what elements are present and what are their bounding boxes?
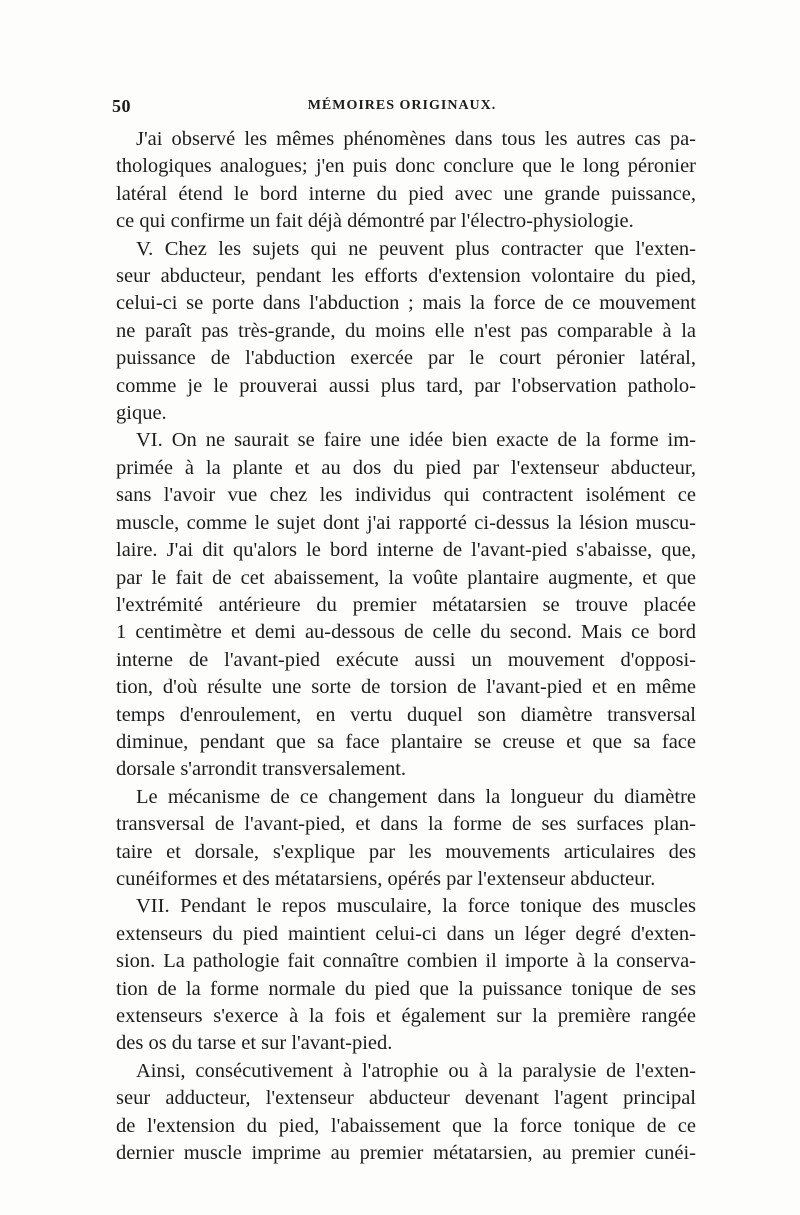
text-line: extenseurs s'exerce à la fois et également sur la première rangée [116, 1005, 696, 1027]
text-line: transversal de l'avant-pied, et dans la forme de ses surfaces plan- [116, 813, 696, 836]
text-line: puissance de l'abduction exercée par le court péronier latéral, [116, 347, 696, 370]
text-line: latéral étend le bord interne du pied avec une grande puissance, [116, 182, 696, 205]
text-line: des os du tarse et sur l'avant-pied. [116, 1032, 393, 1055]
text-line: thologiques analogues; j'en puis donc conclure que le long péronier [116, 155, 696, 178]
text-line: tion de la forme normale du pied que la puissance tonique de ses [116, 977, 696, 1000]
text-line: muscle, comme le sujet dont j'ai rapporté ci-dessus la lésion muscu- [116, 511, 696, 534]
text-line: laire. J'ai dit qu'alors le bord interne de l'avant-pied s'abaisse, que, [116, 539, 696, 562]
text-line: gique. [116, 402, 167, 425]
text-line: extenseurs du pied maintient celui-ci dans un léger degré d'exten- [116, 922, 696, 945]
text-line: sans l'avoir vue chez les individus qui contractent isolément ce [116, 484, 696, 507]
text-line: seur adducteur, l'extenseur abducteur devenant l'agent principal [116, 1087, 696, 1110]
page-header [112, 90, 692, 120]
text-line: cunéiformes et des métatarsiens, opérés par l'extenseur abducteur. [116, 867, 656, 890]
text-line: interne de l'avant-pied exécute aussi un mouvement d'opposi- [116, 648, 696, 671]
text-line: l'extrémité antérieure du premier métatarsien se trouve placée [116, 593, 696, 616]
text-line: diminue, pendant que sa face plantaire se creuse et que sa face [116, 730, 696, 753]
text-line: comme je le prouverai aussi plus tard, par l'observation patholo- [116, 374, 696, 397]
text-line: de l'extension du pied, l'abaissement que la force tonique de ce [116, 1114, 696, 1137]
text-line: taire et dorsale, s'explique par les mouvements articulaires des [116, 840, 696, 863]
text-line: temps d'enroulement, en vertu duquel son diamètre transversal [116, 703, 696, 726]
text-line: seur abducteur, pendant les efforts d'extension volontaire du pied, [116, 265, 696, 288]
text-line: primée à la plante et au dos du pied par l'extenseur abducteur, [116, 456, 696, 479]
running-head: MÉMOIRES ORIGINAUX. [307, 98, 497, 113]
text-line: ce qui confirme un fait déjà démontré par l'électro-physiologie. [116, 210, 634, 233]
text-line: dernier muscle imprime au premier métatarsien, au premier cunéi- [116, 1142, 696, 1165]
text-line: V. Chez les sujets qui ne peuvent plus contracter que l'exten- [136, 237, 696, 260]
text-line: Ainsi, consécutivement à l'atrophie ou à la paralysie de l'exten- [136, 1059, 696, 1082]
text-line: 1 centimètre et demi au-dessous de celle du second. Mais ce bord [116, 621, 696, 644]
text-line: par le fait de cet abaissement, la voûte plantaire augmente, et que [116, 566, 696, 589]
page-number: 50 [112, 96, 131, 116]
text-line: VI. On ne saurait se faire une idée bien exacte de la forme im- [136, 429, 696, 452]
text-line: ne paraît pas très-grande, du moins elle n'est pas comparable à la [116, 319, 696, 342]
text-line: celui-ci se porte dans l'abduction ; mais la force de ce mouvement [116, 292, 696, 315]
text-line: tion, d'où résulte une sorte de torsion de l'avant-pied et en même [116, 676, 696, 699]
text-line: Le mécanisme de ce changement dans la longueur du diamètre [136, 785, 696, 808]
text-line: J'ai observé les mêmes phénomènes dans tous les autres cas pa- [136, 128, 696, 150]
body-text [116, 126, 696, 1167]
text-line: VII. Pendant le repos musculaire, la force tonique des muscles [136, 895, 696, 918]
text-line: sion. La pathologie fait connaître combien il importe à la conserva- [116, 950, 696, 973]
text-line: dorsale s'arrondit transversalement. [116, 758, 407, 781]
